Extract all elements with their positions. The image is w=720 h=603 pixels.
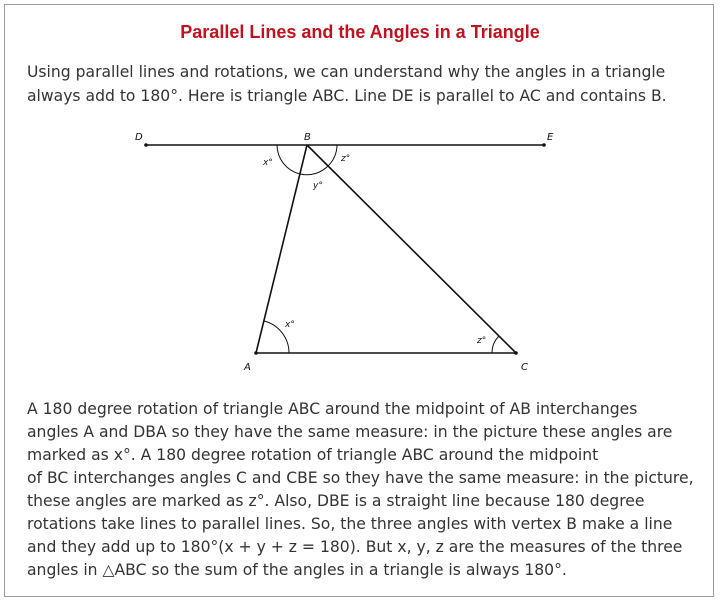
label-c: C xyxy=(521,362,528,373)
arc-z-at-c xyxy=(492,336,499,353)
point-a-dot xyxy=(254,351,258,355)
body-line-4: of BC interchanges angles C and CBE so they have the same measure: in the picture, xyxy=(27,469,694,487)
point-d xyxy=(144,143,148,147)
body-line-8: angles in △ABC so the sum of the angles in a triangle is always 180°. xyxy=(27,561,567,579)
label-b: B xyxy=(304,132,311,143)
arc-z-at-b xyxy=(328,145,337,166)
angle-label-y: y° xyxy=(313,181,323,191)
page-title: Parallel Lines and the Angles in a Triangle xyxy=(180,22,540,42)
point-c-dot xyxy=(514,351,518,355)
intro-line-2: always add to 180°. Here is triangle ABC. Line DE is parallel to AC and contains B. xyxy=(27,87,667,105)
explanation-paragraph xyxy=(27,398,707,582)
body-line-1: A 180 degree rotation of triangle ABC around the midpoint of AB interchanges xyxy=(27,400,638,418)
body-line-6: rotations take lines to parallel lines. So, the three angles with vertex B make a line xyxy=(27,515,673,533)
angle-label-z-c: z° xyxy=(477,336,487,346)
body-line-7: and they add up to 180°(x + y + z = 180). But x, y, z are the measures of the three xyxy=(27,538,683,556)
body-line-3: marked as x°. A 180 degree rotation of triangle ABC around the midpoint xyxy=(27,446,599,464)
side-bc xyxy=(307,145,516,353)
angle-label-x-a: x° xyxy=(285,320,295,330)
label-e: E xyxy=(547,132,554,143)
arc-x-at-b xyxy=(277,145,300,174)
body-line-5: these angles are marked as z°. Also, DBE is a straight line because 180 degree xyxy=(27,492,645,510)
angle-label-x-top: x° xyxy=(263,158,273,168)
intro-line-1: Using parallel lines and rotations, we can understand why the angles in a triangle xyxy=(27,63,666,81)
body-line-2: angles A and DBA so they have the same measure: in the picture these angles are xyxy=(27,423,673,441)
label-d: D xyxy=(135,132,143,143)
arc-y-at-b xyxy=(300,166,328,175)
angle-label-z-top: z° xyxy=(341,154,351,164)
point-e xyxy=(542,143,546,147)
side-ab xyxy=(256,145,307,353)
label-a: A xyxy=(244,362,251,373)
